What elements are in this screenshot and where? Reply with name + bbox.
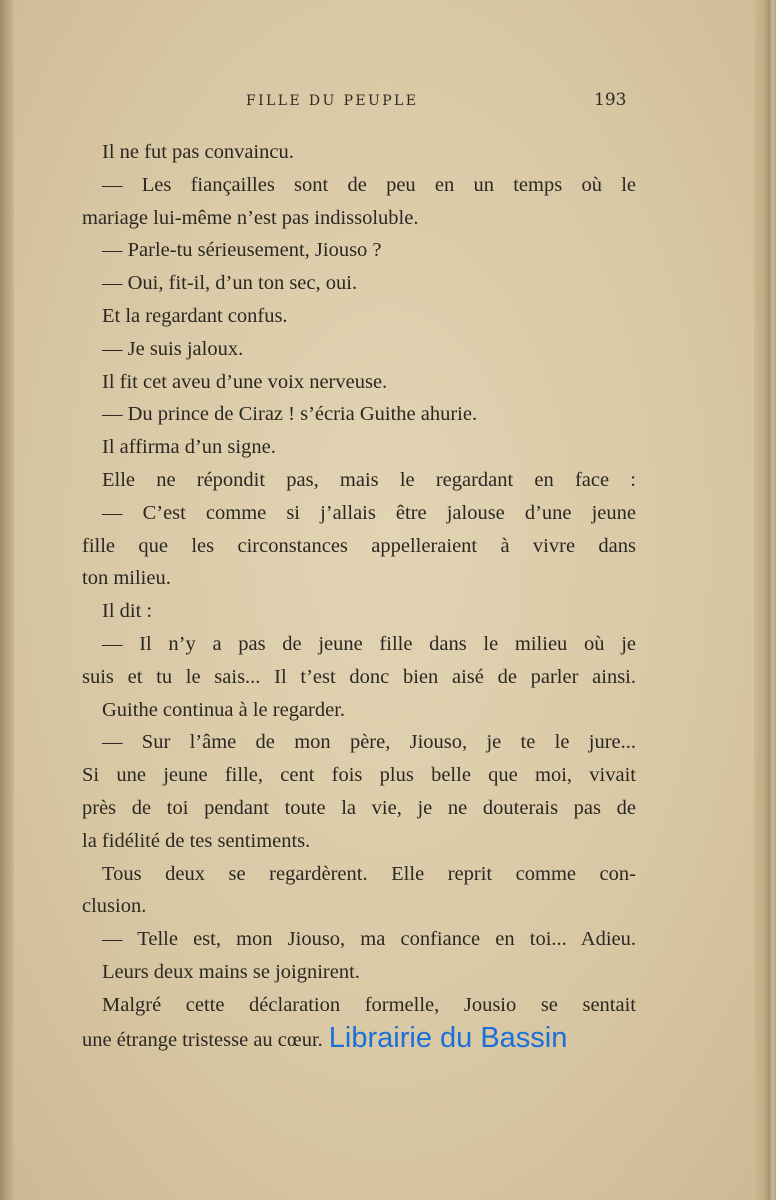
- page-number: 193: [594, 90, 627, 110]
- text-line: fille que les circonstances appelleraient à vivre dans: [82, 534, 636, 557]
- text-line: — Il n’y a pas de jeune fille dans le milieu où je: [102, 632, 636, 655]
- text-line: Et la regardant confus.: [102, 304, 288, 327]
- text-line: près de toi pendant toute la vie, je ne douterais pas de: [82, 796, 636, 819]
- text-line: Tous deux se regardèrent. Elle reprit comme con-: [102, 862, 636, 885]
- text-line: — Les fiançailles sont de peu en un temps où le: [102, 173, 636, 196]
- text-line: — Telle est, mon Jiouso, ma confiance en toi... Adieu.: [102, 928, 636, 951]
- text-line: une étrange tristesse au cœur.: [82, 1028, 323, 1051]
- text-line: — Parle-tu sérieusement, Jiouso ?: [102, 239, 382, 262]
- watermark-text: Librairie du Bassin: [328, 1021, 568, 1054]
- running-header: [0, 90, 776, 114]
- text-line: — Sur l’âme de mon père, Jiouso, je te le jure...: [102, 731, 636, 754]
- text-line: mariage lui-même n’est pas indissoluble.: [82, 206, 419, 229]
- text-line: — Je suis jaloux.: [102, 337, 244, 360]
- text-line: Leurs deux mains se joignirent.: [102, 960, 360, 983]
- text-line: — Oui, fit-il, d’un ton sec, oui.: [102, 272, 358, 295]
- text-line: clusion.: [82, 895, 147, 918]
- text-line: Si une jeune fille, cent fois plus belle que moi, vivait: [82, 764, 636, 787]
- text-line: Il affirma d’un signe.: [102, 436, 276, 459]
- text-line: Il dit :: [102, 600, 153, 623]
- page-right-edge: [754, 0, 776, 1200]
- running-title: FILLE DU PEUPLE: [246, 93, 419, 109]
- page-left-edge: [0, 0, 14, 1200]
- text-line: Il ne fut pas convaincu.: [102, 141, 294, 163]
- body-text: [82, 136, 636, 1054]
- text-line: ton milieu.: [82, 567, 171, 590]
- text-line: Il fit cet aveu d’une voix nerveuse.: [102, 370, 388, 393]
- text-line: Malgré cette déclaration formelle, Jousio se sentait: [102, 993, 636, 1016]
- text-line: Elle ne répondit pas, mais le regardant en face :: [102, 468, 636, 491]
- text-line: Guithe continua à le regarder.: [102, 698, 346, 721]
- text-line: — Du prince de Ciraz ! s’écria Guithe ahurie.: [102, 403, 478, 426]
- text-line: — C’est comme si j’allais être jalouse d’une jeune: [102, 501, 636, 524]
- text-line: la fidélité de tes sentiments.: [82, 829, 311, 852]
- last-text-line: [82, 1022, 636, 1055]
- text-line: suis et tu le sais... Il t’est donc bien aisé de parler ainsi.: [82, 665, 636, 688]
